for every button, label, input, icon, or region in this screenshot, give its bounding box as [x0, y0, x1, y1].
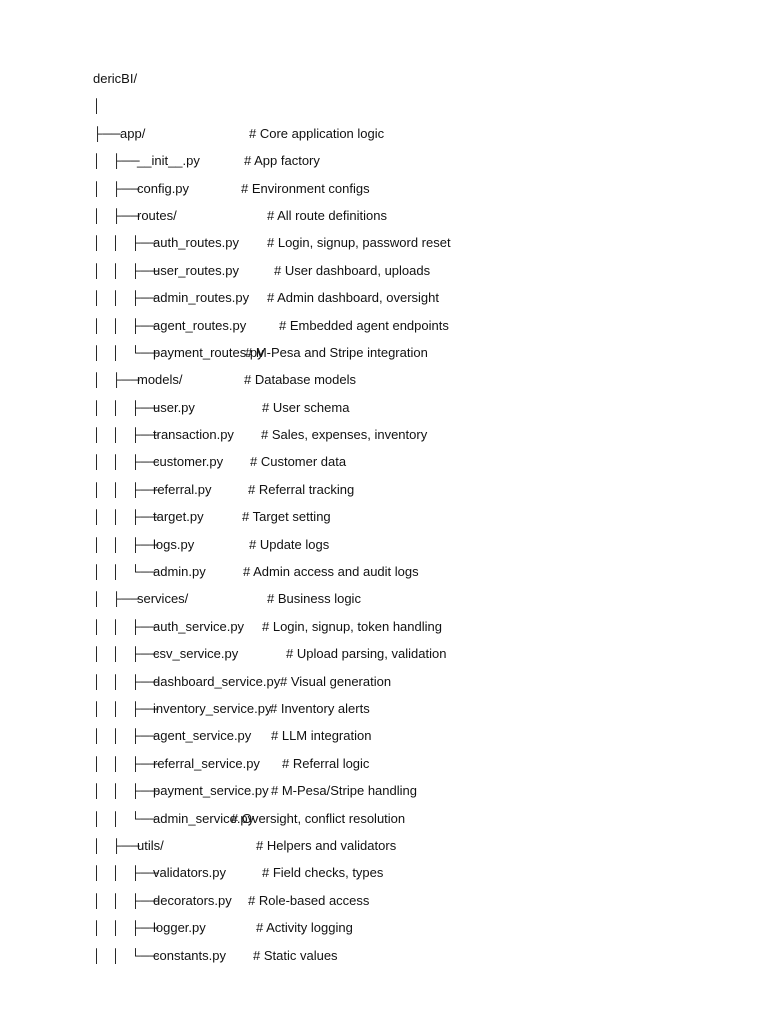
- file-name: user.py: [153, 399, 195, 415]
- tree-line: [93, 289, 733, 316]
- tree-comment: # Visual generation: [280, 673, 392, 689]
- tree-comment: # Embedded agent endpoints: [279, 317, 449, 333]
- tree-branch-glyphs: │ │ ├──: [93, 700, 159, 716]
- file-name: agent_service.py: [153, 728, 252, 744]
- tree-comment: # Environment configs: [241, 180, 370, 196]
- tree-branch-glyphs: │ │ └──: [93, 564, 159, 580]
- tree-line: [93, 673, 733, 700]
- file-name: admin_service.py: [153, 810, 255, 826]
- tree-branch-glyphs: │ │ ├──: [93, 399, 159, 415]
- tree-branch-glyphs: │ │ ├──: [93, 673, 159, 689]
- tree-branch-glyphs: │ │ ├──: [93, 865, 159, 881]
- root-folder-name: dericBI/: [93, 71, 138, 86]
- tree-comment: # Admin dashboard, oversight: [267, 290, 439, 306]
- tree-branch-glyphs: │: [93, 98, 102, 114]
- tree-line: [93, 399, 733, 426]
- file-name: agent_routes.py: [153, 317, 247, 333]
- tree-comment: # Oversight, conflict resolution: [231, 810, 406, 826]
- tree-line: [93, 508, 733, 535]
- file-name: auth_service.py: [153, 618, 245, 634]
- file-name: validators.py: [153, 865, 226, 881]
- tree-line: [93, 152, 733, 179]
- tree-line: [93, 481, 733, 508]
- tree-comment: # Core application logic: [249, 125, 385, 141]
- tree-comment: # Activity logging: [256, 920, 353, 936]
- tree-branch-glyphs: │ │ ├──: [93, 755, 159, 771]
- tree-line: [93, 837, 733, 864]
- file-name: csv_service.py: [153, 646, 239, 662]
- tree-comment: # M-Pesa and Stripe integration: [245, 344, 428, 360]
- tree-line: [93, 700, 733, 727]
- tree-comment: # Target setting: [242, 509, 331, 525]
- tree-branch-glyphs: │ │ ├──: [93, 317, 159, 333]
- folder-name: utils/: [137, 837, 164, 853]
- tree-branch-glyphs: │ │ └──: [93, 810, 159, 826]
- tree-comment: # Referral logic: [282, 755, 370, 771]
- tree-comment: # Login, signup, password reset: [267, 235, 451, 251]
- file-name: referral_service.py: [153, 755, 260, 771]
- file-name: target.py: [153, 509, 204, 525]
- tree-branch-glyphs: │ ├──: [93, 153, 140, 169]
- tree-branch-glyphs: │ ├──: [93, 207, 140, 223]
- tree-comment: # Login, signup, token handling: [262, 618, 442, 634]
- tree-line: [93, 782, 733, 809]
- tree-branch-glyphs: │ │ ├──: [93, 646, 159, 662]
- file-name: dashboard_service.py: [153, 673, 281, 689]
- tree-comment: # Field checks, types: [262, 865, 384, 881]
- tree-comment: # LLM integration: [271, 728, 372, 744]
- tree-comment: # Inventory alerts: [270, 700, 370, 716]
- tree-branch-glyphs: │ │ ├──: [93, 509, 159, 525]
- tree-branch-glyphs: │ │ └──: [93, 947, 159, 963]
- tree-line: [93, 727, 733, 754]
- tree-branch-glyphs: │ │ ├──: [93, 783, 159, 799]
- tree-line: [93, 618, 733, 645]
- tree-branch-glyphs: │ │ ├──: [93, 290, 159, 306]
- tree-comment: # Business logic: [267, 591, 361, 607]
- tree-branch-glyphs: │ │ ├──: [93, 728, 159, 744]
- tree-line: [93, 426, 733, 453]
- file-name: referral.py: [153, 481, 212, 497]
- file-name: constants.py: [153, 947, 226, 963]
- file-name: admin.py: [153, 564, 206, 580]
- tree-line: [93, 344, 733, 371]
- tree-comment: # Referral tracking: [248, 481, 355, 497]
- file-name: logs.py: [153, 536, 195, 552]
- tree-line: [93, 864, 733, 891]
- tree-line: [93, 810, 733, 837]
- tree-branch-glyphs: │ │ ├──: [93, 427, 159, 443]
- tree-comment: # App factory: [244, 153, 320, 169]
- tree-line: [93, 563, 733, 590]
- tree-comment: # User dashboard, uploads: [274, 262, 431, 278]
- file-name: auth_routes.py: [153, 235, 240, 251]
- tree-line: [93, 919, 733, 946]
- tree-comment: # Sales, expenses, inventory: [261, 427, 428, 443]
- tree-line: [93, 125, 733, 152]
- tree-branch-glyphs: │ ├──: [93, 372, 140, 388]
- tree-branch-glyphs: │ │ ├──: [93, 481, 159, 497]
- directory-tree: [93, 70, 733, 974]
- tree-branch-glyphs: │ │ ├──: [93, 536, 159, 552]
- tree-branch-glyphs: │ │ ├──: [93, 262, 159, 278]
- tree-comment: # Customer data: [250, 454, 347, 470]
- file-name: user_routes.py: [153, 262, 239, 278]
- tree-branch-glyphs: │ ├──: [93, 180, 140, 196]
- folder-name: models/: [137, 372, 183, 388]
- tree-line: [93, 371, 733, 398]
- tree-branch-glyphs: │ │ ├──: [93, 618, 159, 634]
- tree-branch-glyphs: │ │ └──: [93, 344, 159, 360]
- tree-comment: # Database models: [244, 372, 357, 388]
- folder-name: routes/: [137, 207, 177, 223]
- tree-lines: [93, 97, 733, 974]
- tree-branch-glyphs: │ │ ├──: [93, 892, 159, 908]
- file-name: decorators.py: [153, 892, 232, 908]
- file-name: payment_routes.py: [153, 344, 264, 360]
- file-name: config.py: [137, 180, 190, 196]
- file-name: customer.py: [153, 454, 224, 470]
- tree-comment: # Upload parsing, validation: [286, 646, 447, 662]
- tree-comment: # Static values: [253, 947, 338, 963]
- tree-line: [93, 317, 733, 344]
- tree-line: [93, 892, 733, 919]
- tree-branch-glyphs: │ │ ├──: [93, 454, 159, 470]
- tree-line: [93, 97, 733, 124]
- folder-name: services/: [137, 591, 189, 607]
- tree-line: [93, 755, 733, 782]
- tree-comment: # Helpers and validators: [256, 837, 397, 853]
- tree-comment: # Update logs: [249, 536, 330, 552]
- tree-line: [93, 645, 733, 672]
- tree-line: [93, 262, 733, 289]
- folder-name: app/: [120, 125, 146, 141]
- tree-line: [93, 207, 733, 234]
- file-name: admin_routes.py: [153, 290, 250, 306]
- file-name: __init__.py: [137, 153, 200, 169]
- tree-line: [93, 590, 733, 617]
- file-name: payment_service.py: [153, 783, 269, 799]
- tree-line: [93, 947, 733, 974]
- tree-line: [93, 536, 733, 563]
- file-name: inventory_service.py: [153, 700, 272, 716]
- tree-root: [93, 70, 733, 97]
- tree-comment: # User schema: [262, 399, 350, 415]
- tree-comment: # Admin access and audit logs: [243, 564, 419, 580]
- tree-branch-glyphs: ├──: [93, 125, 121, 141]
- tree-comment: # Role-based access: [248, 892, 370, 908]
- tree-branch-glyphs: │ │ ├──: [93, 235, 159, 251]
- tree-line: [93, 180, 733, 207]
- file-name: transaction.py: [153, 427, 234, 443]
- file-name: logger.py: [153, 920, 206, 936]
- tree-branch-glyphs: │ ├──: [93, 591, 140, 607]
- tree-comment: # M-Pesa/Stripe handling: [271, 783, 417, 799]
- tree-line: [93, 453, 733, 480]
- tree-branch-glyphs: │ ├──: [93, 837, 140, 853]
- tree-comment: # All route definitions: [267, 207, 387, 223]
- tree-branch-glyphs: │ │ ├──: [93, 920, 159, 936]
- tree-line: [93, 234, 733, 261]
